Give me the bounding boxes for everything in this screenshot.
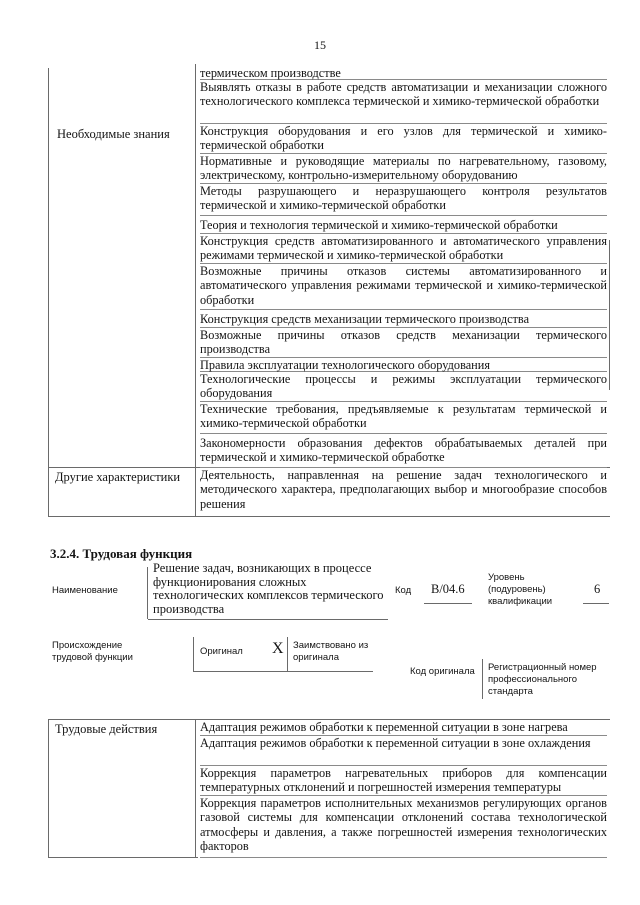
level-box-bottom [583, 603, 609, 604]
table-row: Теория и технология термической и химико-термической обработки [200, 218, 607, 234]
reg-number-label: Регистрационный номер профессионального стандарта [488, 662, 597, 697]
name-box-left [147, 567, 148, 619]
other-characteristics-label: Другие характеристики [55, 470, 181, 484]
original-label: Оригинал [200, 646, 243, 657]
table-row: Правила эксплуатации технологического оборудования [200, 358, 607, 372]
table-row: Выявлять отказы в работе средств автоматизации и механизации сложного технологического комплекса термической и химико-термической обработки [200, 80, 607, 124]
name-label: Наименование [52, 585, 118, 596]
actions-bottom-border [48, 857, 198, 858]
knowledge-label: Необходимые знания [57, 127, 170, 141]
original-checkmark: X [272, 640, 284, 657]
table-bottom-border [48, 516, 610, 517]
level-value: 6 [594, 582, 601, 596]
reg-number-divider [482, 659, 483, 699]
table-row: Возможные причины отказов системы автоматизированного и автоматического управления режимами термической и химико-термической обработки [200, 264, 607, 310]
actions-column-divider [195, 719, 196, 857]
original-code-label: Код оригинала [410, 666, 475, 677]
table-row: Коррекция параметров нагревательных приборов для компенсации температурных отклонений и погрешностей измерения температуры [200, 766, 607, 795]
origin-label: Происхождение трудовой функции [52, 640, 133, 663]
table-row: Закономерности образования дефектов обрабатываемых деталей при термической и химико-термической обработке [200, 436, 607, 468]
table-right-border [609, 240, 610, 390]
section-heading: 3.2.4. Трудовая функция [50, 546, 193, 561]
function-name: Решение задач, возникающих в процессе функционирования сложных технологических комплексов термического производства [153, 561, 384, 616]
origin-box-bottom [193, 671, 373, 672]
actions-left-border [48, 719, 49, 857]
borrowed-label: Заимствовано из оригинала [293, 640, 369, 663]
other-characteristics-text: Деятельность, направленная на решение задач технологического и методического характера, предполагающих выбор и многообразие способов решения [200, 468, 607, 511]
table-row: Возможные причины отказов средств механизации термического производства [200, 328, 607, 357]
table-row: Технологические процессы и режимы эксплуатации термического оборудования [200, 372, 607, 401]
code-box-bottom [424, 603, 472, 604]
level-label: Уровень (подуровень) квалификации [488, 572, 553, 607]
table-left-border [48, 68, 49, 516]
page-number: 15 [314, 38, 326, 52]
table-row: Адаптация режимов обработки к переменной ситуации в зоне охлаждения [200, 736, 607, 766]
code-label: Код [395, 585, 412, 596]
table-row: Конструкция средств механизации термического производства [200, 312, 607, 328]
mark-box-divider [287, 637, 288, 671]
table-row: Конструкция средств автоматизированного и автоматического управления режимами термической и химико-термической обработки [200, 234, 607, 263]
name-box-bottom [148, 619, 388, 620]
table-column-divider [195, 64, 196, 516]
table-row: Коррекция параметров исполнительных механизмов регулирующих органов газовой системы для компенсации отклонений состава технологической атмосферы и давления, а также погрешностей измерения технологических факторов [200, 796, 607, 858]
actions-label: Трудовые действия [55, 722, 158, 736]
table-row: Технические требования, предъявляемые к результатам термической и химико-термической обработки [200, 402, 607, 434]
table-row: термическом производстве [200, 66, 607, 80]
table-row: Конструкция оборудования и его узлов для термической и химико-термической обработки [200, 124, 607, 153]
table-row: Адаптация режимов обработки к переменной ситуации в зоне нагрева [200, 720, 607, 736]
code-value: B/04.6 [431, 582, 465, 596]
origin-box-left [193, 637, 194, 671]
table-row: Методы разрушающего и неразрушающего контроля результатов термической и химико-термической обработки [200, 184, 607, 216]
table-row: Нормативные и руководящие материалы по нагревательному, газовому, электрическому, контрольно-измерительному оборудованию [200, 154, 607, 183]
